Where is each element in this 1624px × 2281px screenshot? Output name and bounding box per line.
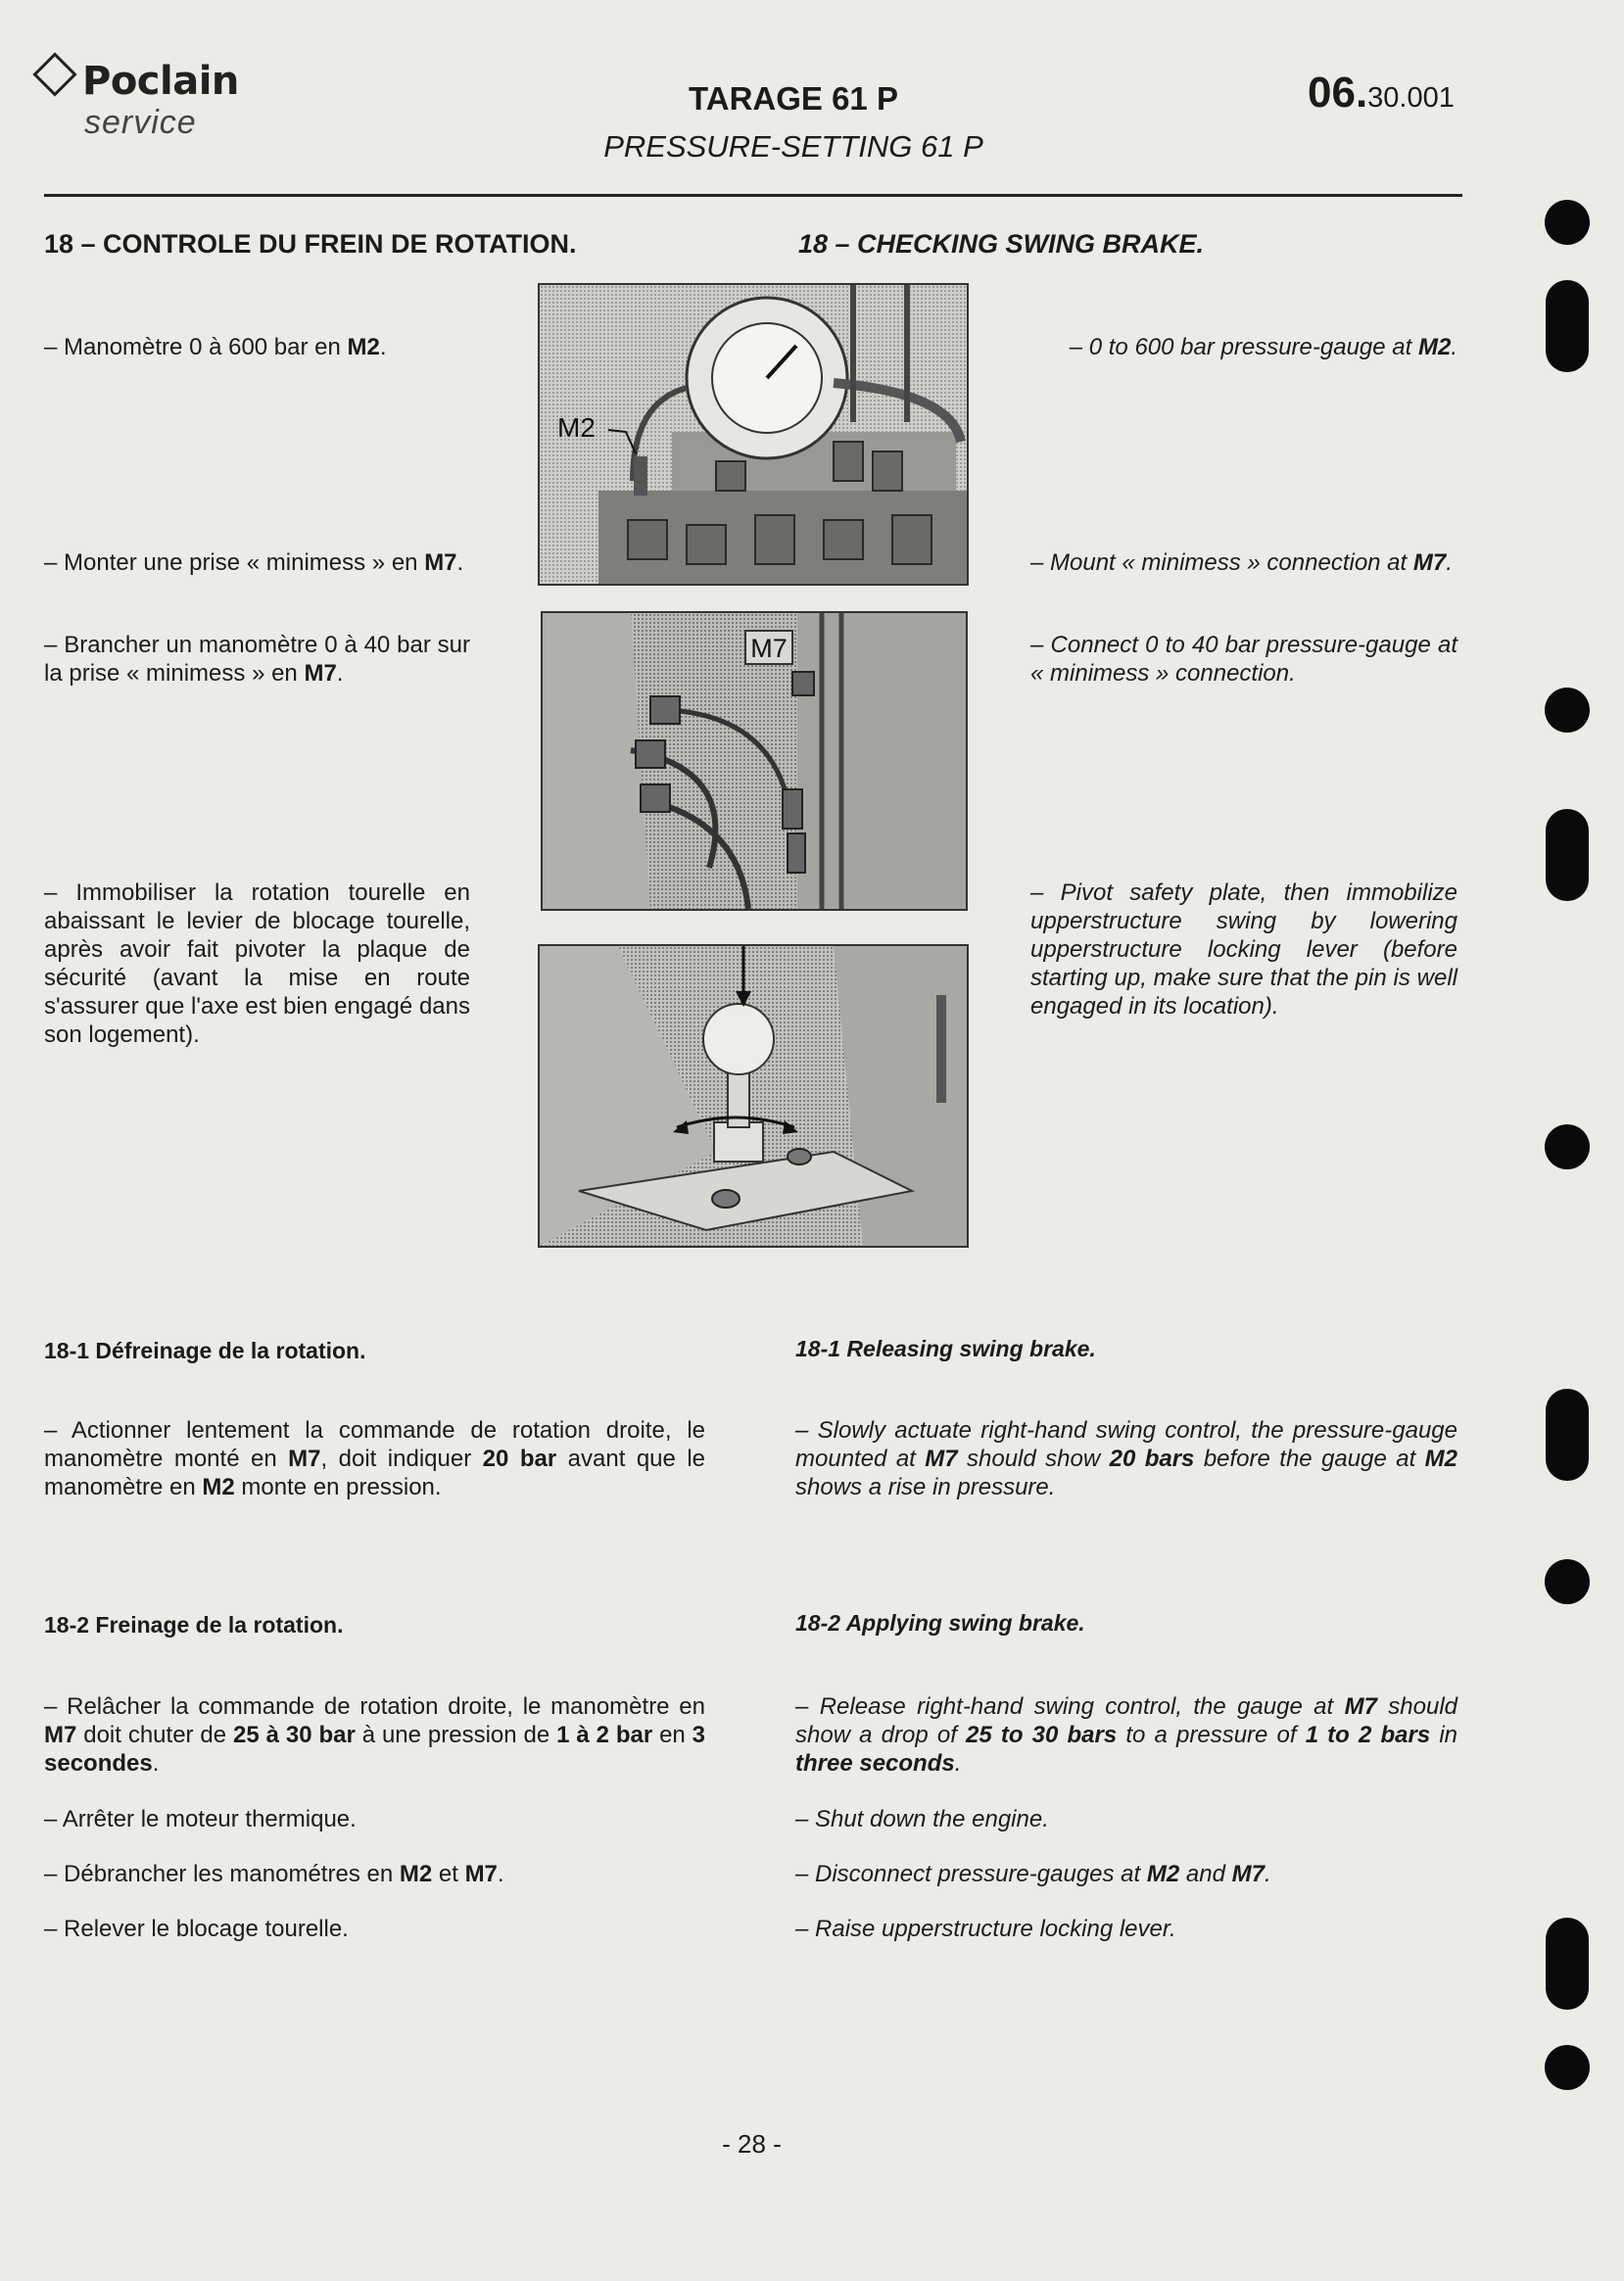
sub2-step-en-b: – Disconnect pressure-gauges at M2 and M7. bbox=[795, 1861, 1271, 1887]
step-en-4: – Pivot safety plate, then immobilize upperstructure swing by lowering upperstructure locking lever (before starting up, make sure that the pin is well engaged in its location). bbox=[1030, 879, 1457, 1020]
step-en-1: – 0 to 600 bar pressure-gauge at M2. bbox=[1069, 334, 1457, 360]
punch-hole-icon bbox=[1546, 280, 1589, 372]
punch-hole-icon bbox=[1546, 1389, 1589, 1481]
punch-hole-icon bbox=[1545, 1559, 1590, 1604]
step-fr-2: – Monter une prise « minimess » en M7. bbox=[44, 549, 464, 576]
sub2-step-en-c: – Raise upperstructure locking lever. bbox=[795, 1916, 1176, 1942]
doc-subtitle: PRESSURE-SETTING 61 P bbox=[603, 129, 983, 164]
step-en-2: – Mount « minimess » connection at M7. bbox=[1030, 549, 1453, 576]
punch-hole-icon bbox=[1545, 200, 1590, 245]
punch-hole-icon bbox=[1546, 809, 1589, 901]
sub2-step-en-a: – Shut down the engine. bbox=[795, 1806, 1049, 1832]
sub2-step-fr-c: – Relever le blocage tourelle. bbox=[44, 1916, 349, 1942]
punch-hole-icon bbox=[1545, 1124, 1590, 1169]
sub2-title-en: 18-2 Applying swing brake. bbox=[795, 1610, 1085, 1636]
minimess-illustration bbox=[543, 613, 966, 909]
gauge-illustration bbox=[540, 285, 967, 584]
figure-locking-lever bbox=[538, 944, 969, 1248]
figure-gauge-m2 bbox=[538, 283, 969, 586]
brand-name: Poclain bbox=[82, 59, 239, 104]
step-fr-1: – Manomètre 0 à 600 bar en M2. bbox=[44, 334, 387, 360]
punch-hole-icon bbox=[1546, 1918, 1589, 2010]
header-rule bbox=[44, 194, 1462, 197]
sub1-text-en: – Slowly actuate right-hand swing control, the pressure-gauge mounted at M7 should show 20 bars before the gauge at M2 shows a rise in pressure. bbox=[795, 1417, 1457, 1500]
step-fr-4: – Immobiliser la rotation tourelle en abaissant le levier de blocage tourelle, après avoir fait pivoter la plaque de sécurité (avant la mise en route s'assurer que l'axe est bien engagé dans son logement). bbox=[44, 879, 470, 1048]
doc-code bbox=[1308, 69, 1455, 118]
lever-illustration bbox=[540, 946, 967, 1246]
label-m2: M2 bbox=[557, 412, 596, 443]
sub2-title-fr: 18-2 Freinage de la rotation. bbox=[44, 1612, 344, 1638]
doc-code-rest: 30.001 bbox=[1367, 82, 1455, 114]
sub2-step-fr-b: – Débrancher les manométres en M2 et M7. bbox=[44, 1861, 504, 1887]
step-fr-3: – Brancher un manomètre 0 à 40 bar sur la prise « minimess » en M7. bbox=[44, 632, 470, 687]
brand-sub: service bbox=[84, 104, 197, 141]
sub1-title-fr: 18-1 Défreinage de la rotation. bbox=[44, 1338, 366, 1363]
sub2-step-fr-a: – Arrêter le moteur thermique. bbox=[44, 1806, 357, 1832]
section-title-en: 18 – CHECKING SWING BRAKE. bbox=[798, 229, 1205, 259]
page-number: - 28 - bbox=[722, 2129, 782, 2159]
punch-hole-icon bbox=[1545, 688, 1590, 733]
sub2-text-fr: – Relâcher la commande de rotation droite, le manomètre en M7 doit chuter de 25 à 30 bar à une pression de 1 à 2 bar en 3 secondes. bbox=[44, 1693, 706, 1777]
punch-hole-icon bbox=[1545, 2045, 1590, 2090]
step-en-3: – Connect 0 to 40 bar pressure-gauge at « minimess » connection. bbox=[1030, 632, 1457, 687]
label-m7: M7 bbox=[750, 634, 788, 663]
doc-code-main: 06. bbox=[1308, 69, 1368, 117]
figure-minimess-m7 bbox=[541, 611, 968, 911]
section-title-fr: 18 – CONTROLE DU FREIN DE ROTATION. bbox=[44, 229, 577, 259]
sub1-text-fr: – Actionner lentement la commande de rotation droite, le manomètre monté en M7, doit indiquer 20 bar avant que le manomètre en M2 monte en pression. bbox=[44, 1417, 706, 1500]
sub1-title-en: 18-1 Releasing swing brake. bbox=[795, 1336, 1096, 1361]
sub2-text-en: – Release right-hand swing control, the gauge at M7 should show a drop of 25 to 30 bars to a pressure of 1 to 2 bars in three seconds. bbox=[795, 1693, 1458, 1777]
doc-title: TARAGE 61 P bbox=[689, 80, 898, 117]
